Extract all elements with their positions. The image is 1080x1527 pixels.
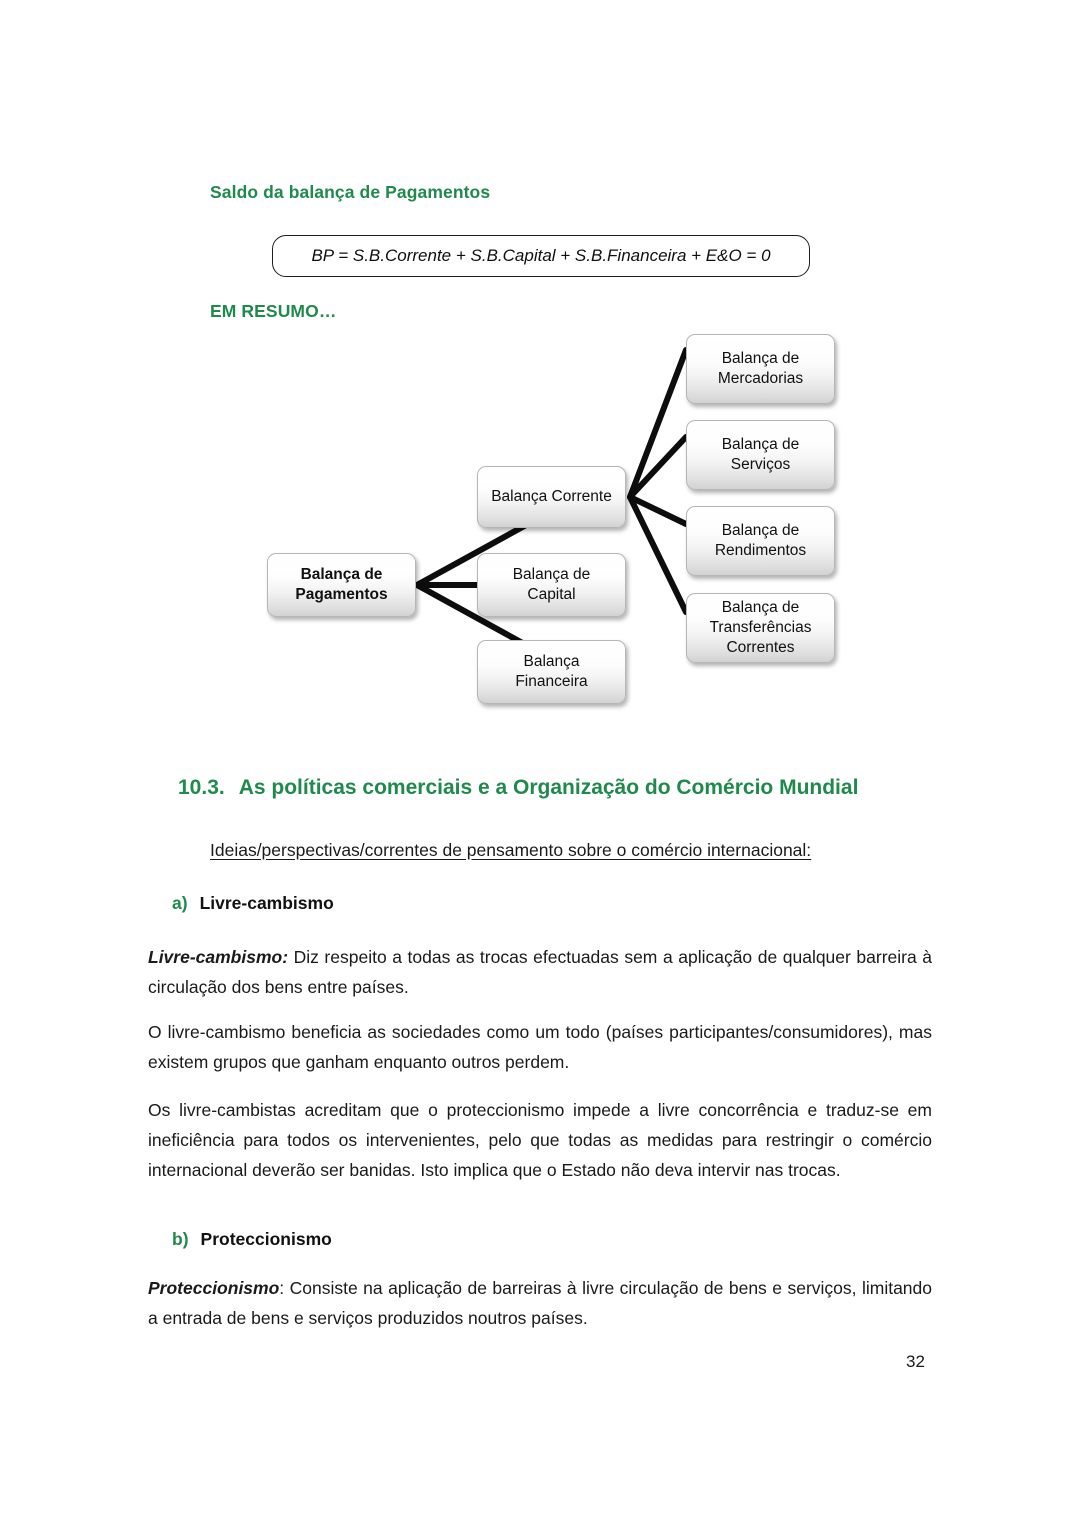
node-label xyxy=(515,652,587,692)
section-title: As políticas comerciais e a Organização do Comércio Mundial xyxy=(238,776,859,799)
node-label xyxy=(715,521,806,561)
node-label xyxy=(718,349,803,389)
diagram-node-balanca-capital xyxy=(477,553,626,617)
node-label xyxy=(710,598,812,657)
node-label xyxy=(513,565,591,605)
node-label-line: Correntes xyxy=(726,638,795,656)
heading-em-resumo: EM RESUMO… xyxy=(210,301,337,321)
node-label-line: Serviços xyxy=(730,456,791,473)
paragraph-livre-cambismo-benefits: O livre-cambismo beneficia as sociedades como um todo (países participantes/consumidores), mas existem grupos que ganham enquanto outros perdem. xyxy=(148,1022,932,1073)
paragraph-body: Diz respeito a todas as trocas efectuadas sem a aplicação de qualquer barreira à circulação dos bens entre países. xyxy=(148,947,932,998)
paragraph-lead-term: Proteccionismo xyxy=(148,1278,280,1298)
formula-text: BP = S.B.Corrente + S.B.Capital + S.B.Financeira + E&O = 0 xyxy=(311,246,771,265)
diagram-connector-lines xyxy=(0,0,1080,760)
node-label-line: Balança de xyxy=(721,522,800,540)
node-label-line: Rendimentos xyxy=(714,542,807,559)
section-number: 10.3. xyxy=(178,776,225,799)
intro-underlined-line: Ideias/perspectivas/correntes de pensamento sobre o comércio internacional: xyxy=(210,840,812,860)
page-number: 32 xyxy=(906,1352,925,1371)
formula-box xyxy=(272,235,810,277)
paragraph-body: : Consiste na aplicação de barreiras à livre circulação de bens e serviços, limitando a entrada de bens e serviços produzidos noutros países. xyxy=(148,1278,932,1329)
node-label-line: Balança xyxy=(523,653,580,671)
node-label: Balança Corrente xyxy=(491,488,612,506)
diagram-node-balanca-rendimentos xyxy=(686,506,835,576)
node-label-line: Balança de xyxy=(721,436,800,454)
diagram-node-balanca-mercadorias xyxy=(686,334,835,404)
paragraph-livre-cambistas-belief: Os livre-cambistas acreditam que o proteccionismo impede a livre concorrência e traduz-se em ineficiência para todos os intervenientes, pelo que todas as medidas para restringir o comércio internacional deverão ser banidas. Isto implica que o Estado não deva intervir nas trocas. xyxy=(148,1100,932,1181)
list-marker-a: a) xyxy=(172,893,188,913)
node-label-line: Financeira xyxy=(515,673,588,690)
node-label-line: Capital xyxy=(527,586,576,603)
list-label-a: Livre-cambismo xyxy=(199,893,334,913)
diagram-node-balanca-financeira xyxy=(477,640,626,704)
node-label-line: Transferências xyxy=(709,619,812,637)
section-heading-10-3 xyxy=(178,776,858,800)
node-label-line: Balança de xyxy=(721,350,800,368)
paragraph-lead-term: Livre-cambismo: xyxy=(148,947,289,967)
node-label-line: Pagamentos xyxy=(295,586,388,603)
diagram-node-balanca-corrente xyxy=(477,466,626,528)
paragraph-proteccionismo-definition xyxy=(148,1273,932,1333)
paragraph-livre-cambismo-definition xyxy=(148,942,932,1002)
node-label xyxy=(295,565,387,605)
diagram-node-balanca-servicos xyxy=(686,420,835,490)
node-label-line: Balança de xyxy=(300,566,383,584)
list-item-b-proteccionismo xyxy=(172,1229,332,1250)
list-label-b: Proteccionismo xyxy=(200,1229,332,1249)
list-marker-b: b) xyxy=(172,1229,189,1249)
diagram-node-balanca-pagamentos xyxy=(267,553,416,617)
node-label xyxy=(722,435,800,475)
node-label-line: Balança de xyxy=(512,566,591,584)
node-label-line: Balança de xyxy=(721,599,800,617)
node-label-line: Mercadorias xyxy=(717,370,804,387)
diagram-node-balanca-transferencias-correntes xyxy=(686,593,835,663)
heading-saldo-balanca-pagamentos: Saldo da balança de Pagamentos xyxy=(210,182,491,202)
list-item-a-livre-cambismo xyxy=(172,893,334,914)
